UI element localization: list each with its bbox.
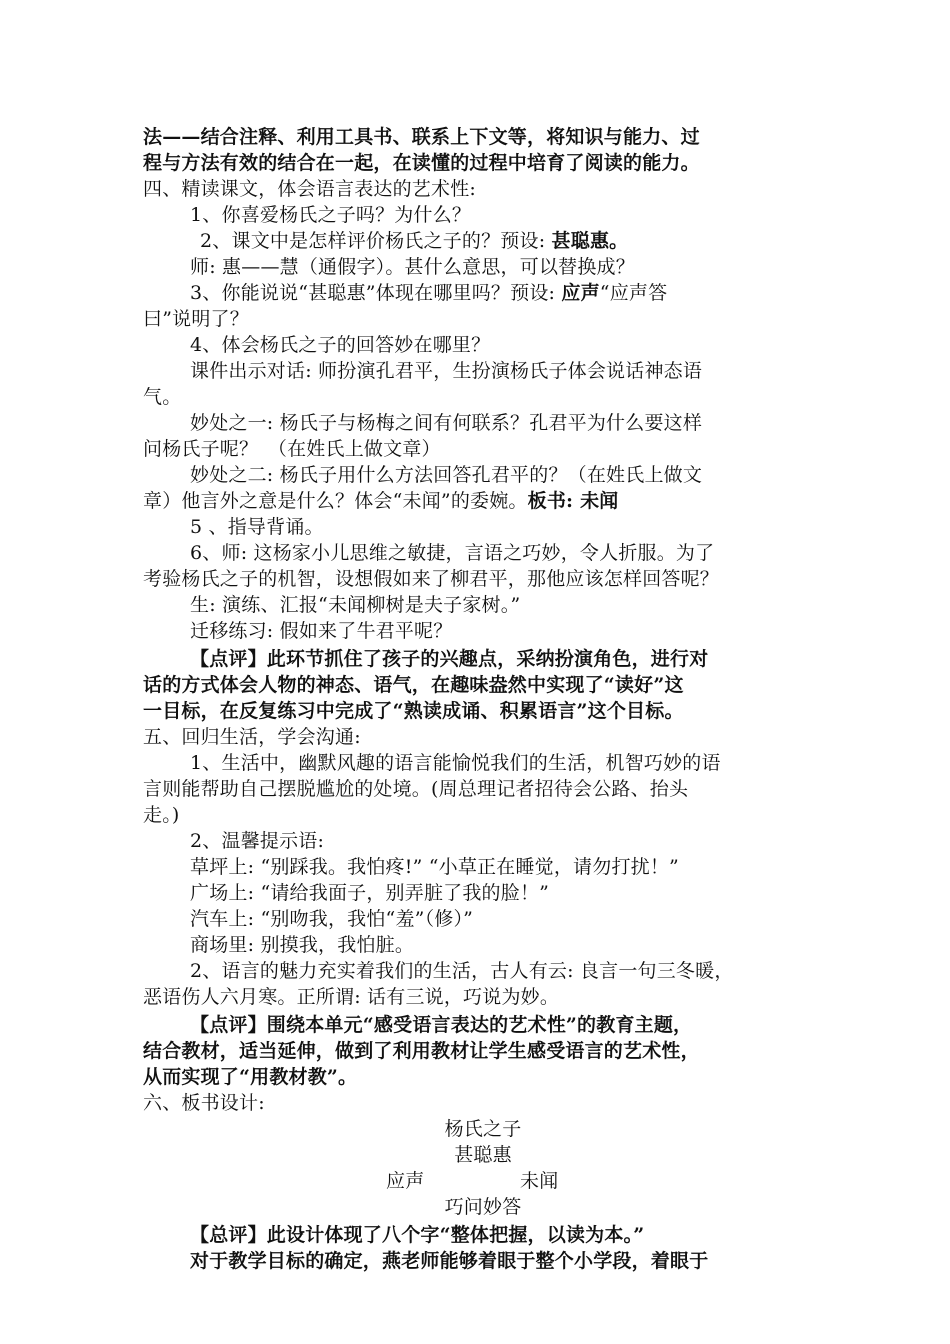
comment-line: 【点评】围绕本单元“感受语言表达的艺术性”的教育主题，: [190, 1014, 693, 1036]
section-heading-6: 六、板书设计:: [143, 1092, 265, 1114]
paragraph-line: 5 、指导背诵。: [190, 516, 324, 538]
paragraph-line: 迁移练习: 假如来了牛君平呢？: [190, 620, 453, 642]
paragraph-line: 章）他言外之意是什么？体会“未闻”的委婉。板书: 未闻: [143, 490, 619, 512]
summary-comment: 【总评】此设计体现了八个字“整体把握，以读为本。”: [190, 1224, 645, 1246]
paragraph-line: 2、语言的魅力充实着我们的生活，古人有云: 良言一句三冬暖，: [190, 960, 734, 982]
paragraph-line: 走。): [143, 804, 180, 826]
comment-line: 一目标，在反复练习中完成了“熟读成诵、积累语言”这个目标。: [143, 700, 684, 722]
paragraph-line: 3、你能说说“甚聪惠”体现在哪里吗？预设: 应声“应声答: [190, 282, 668, 304]
section-heading-5: 五、回归生活，学会沟通:: [143, 726, 361, 748]
comment-line: 话的方式体会人物的神态、语气，在趣味盎然中实现了“读好”这: [143, 674, 684, 696]
comment-line: 从而实现了“用教材教”。: [143, 1066, 358, 1088]
paragraph-line: 气。: [143, 386, 182, 408]
section-heading-4: 四、精读课文，体会语言表达的艺术性:: [143, 178, 477, 200]
paragraph-line: 妙处之一: 杨氏子与杨梅之间有何联系？孔君平为什么要这样: [190, 412, 703, 434]
comment-line: 【点评】此环节抓住了孩子的兴趣点，采纳扮演角色，进行对: [190, 648, 709, 670]
paragraph-line: 问杨氏子呢？ （在姓氏上做文章）: [143, 438, 441, 460]
board-line: 巧问妙答: [444, 1196, 522, 1218]
paragraph-line: 草坪上: “别踩我。我怕疼!” “小草正在睡觉，请勿打扰！”: [190, 856, 679, 878]
paragraph-line: 曰”说明了？: [143, 308, 249, 330]
paragraph-line: 1、生活中，幽默风趣的语言能愉悦我们的生活，机智巧妙的语: [190, 752, 721, 774]
paragraph-line: 商场里: 别摸我，我怕脏。: [190, 934, 415, 956]
paragraph-line: 考验杨氏之子的机智，设想假如来了柳君平，那他应该怎样回答呢？: [143, 568, 720, 590]
paragraph-line: 生: 演练、汇报“未闻柳树是夫子家树。”: [190, 594, 521, 616]
paragraph-line: 法——结合注释、利用工具书、联系上下文等，将知识与能力、过: [143, 126, 700, 148]
paragraph-line: 4、体会杨氏之子的回答妙在哪里？: [190, 334, 491, 356]
comment-line: 结合教材，适当延伸，做到了利用教材让学生感受语言的艺术性，: [143, 1040, 700, 1062]
summary-comment: 对于教学目标的确定，燕老师能够着眼于整个小学段，着眼于: [190, 1250, 709, 1272]
paragraph-line: 程与方法有效的结合在一起，在读懂的过程中培育了阅读的能力。: [143, 152, 700, 174]
paragraph-line: 师: 惠——慧（通假字）。甚什么意思，可以替换成？: [190, 256, 635, 278]
paragraph-line: 言则能帮助自己摆脱尴尬的处境。(周总理记者招待会公路、抬头: [143, 778, 689, 800]
paragraph-line: 妙处之二: 杨氏子用什么方法回答孔君平的？（在姓氏上做文: [190, 464, 703, 486]
paragraph-line: 课件出示对话: 师扮演孔君平，生扮演杨氏子体会说话神态语: [190, 360, 703, 382]
board-right: 未闻: [520, 1170, 559, 1192]
paragraph-line: 2、温馨提示语:: [190, 830, 325, 852]
paragraph-line: 广场上: “请给我面子，别弄脏了我的脸！”: [190, 882, 550, 904]
board-line: 甚聪惠: [454, 1144, 512, 1166]
paragraph-line: 恶语伤人六月寒。正所谓: 话有三说，巧说为妙。: [143, 986, 560, 1008]
paragraph-line: 1、你喜爱杨氏之子吗？为什么？: [190, 204, 472, 226]
board-left: 应声: [386, 1170, 425, 1192]
paragraph-line: 汽车上: “别吻我，我怕“羞”（修）”: [190, 908, 474, 930]
paragraph-line: 2、课文中是怎样评价杨氏之子的？预设: 甚聪惠。: [200, 230, 629, 252]
paragraph-line: 6、师: 这杨家小儿思维之敏捷，言语之巧妙，令人折服。为了: [190, 542, 715, 564]
board-title: 杨氏之子: [444, 1118, 522, 1140]
